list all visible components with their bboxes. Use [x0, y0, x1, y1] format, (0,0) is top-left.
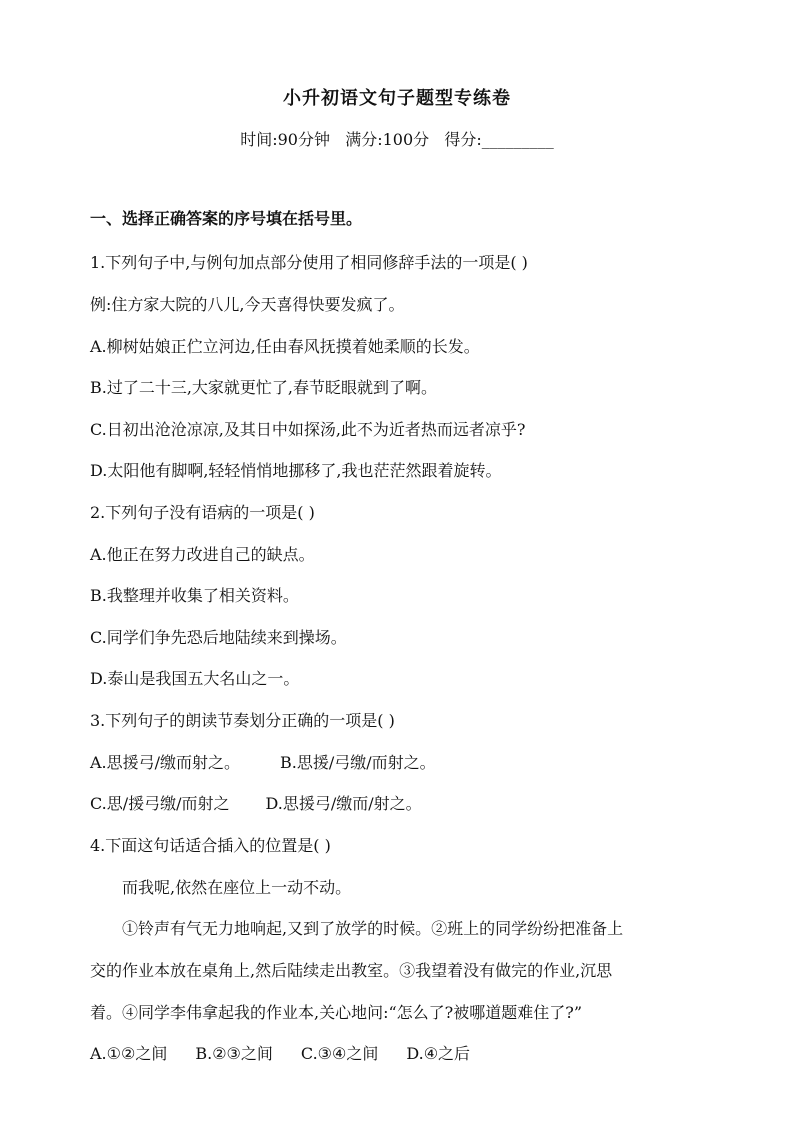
question-4-passage-line-1: ①铃声有气无力地响起,又到了放学的时候。②班上的同学纷纷把准备上: [122, 919, 624, 938]
question-2-option-c: C.同学们争先恐后地陆续来到操场。: [90, 628, 347, 647]
question-4-insert-sentence: 而我呢,依然在座位上一动不动。: [122, 878, 352, 897]
question-2-option-b: B.我整理并收集了相关资料。: [90, 586, 299, 605]
question-3-option-c: C.思/援弓缴/而射之: [90, 794, 230, 813]
section-heading: 一、选择正确答案的序号填在括号里。: [90, 209, 363, 228]
question-4-stem: 4.下面这句话适合插入的位置是( ): [90, 836, 331, 855]
question-3-option-d: D.思援弓/缴而/射之。: [265, 794, 422, 813]
exam-meta: 时间:90分钟 满分:100分 得分:_________: [240, 130, 554, 149]
question-4-options: [90, 1043, 470, 1065]
question-1-option-c: C.日初出沧沧凉凉,及其日中如探汤,此不为近者热而远者凉乎?: [90, 420, 526, 439]
question-2-option-a: A.他正在努力改进自己的缺点。: [90, 545, 315, 564]
question-3-option-b: B.思援/弓缴/而射之。: [280, 753, 436, 772]
question-4-option-c: C.③④之间: [300, 1044, 379, 1063]
question-3-stem: 3.下列句子的朗读节奏划分正确的一项是( ): [90, 711, 395, 730]
question-4-passage-line-2: 交的作业本放在桌角上,然后陆续走出教室。③我望着没有做完的作业,沉思: [90, 961, 613, 980]
question-1-stem: 1.下列句子中,与例句加点部分使用了相同修辞手法的一项是( ): [90, 253, 528, 272]
question-1-option-d: D.太阳他有脚啊,轻轻悄悄地挪移了,我也茫茫然跟着旋转。: [90, 461, 502, 480]
page-title: 小升初语文句子题型专练卷: [283, 88, 511, 109]
question-1-option-a: A.柳树姑娘正伫立河边,任由春风抚摸着她柔顺的长发。: [90, 337, 480, 356]
question-4-option-a: A.①②之间: [90, 1044, 168, 1063]
question-3-options-row-1: [90, 752, 436, 774]
question-2-stem: 2.下列句子没有语病的一项是( ): [90, 503, 315, 522]
question-3-option-a: A.思援弓/缴而射之。: [90, 753, 241, 772]
question-4-option-b: B.②③之间: [195, 1044, 273, 1063]
question-1-example: 例:住方家大院的八儿,今天喜得快要发疯了。: [90, 295, 405, 314]
question-2-option-d: D.泰山是我国五大名山之一。: [90, 669, 300, 688]
question-1-option-b: B.过了二十三,大家就更忙了,春节眨眼就到了啊。: [90, 378, 438, 397]
question-4-passage-line-3: 着。④同学李伟拿起我的作业本,关心地问:“怎么了?被哪道题难住了?”: [90, 1003, 582, 1022]
question-4-option-d: D.④之后: [406, 1044, 471, 1063]
question-3-options-row-2: [90, 793, 422, 815]
